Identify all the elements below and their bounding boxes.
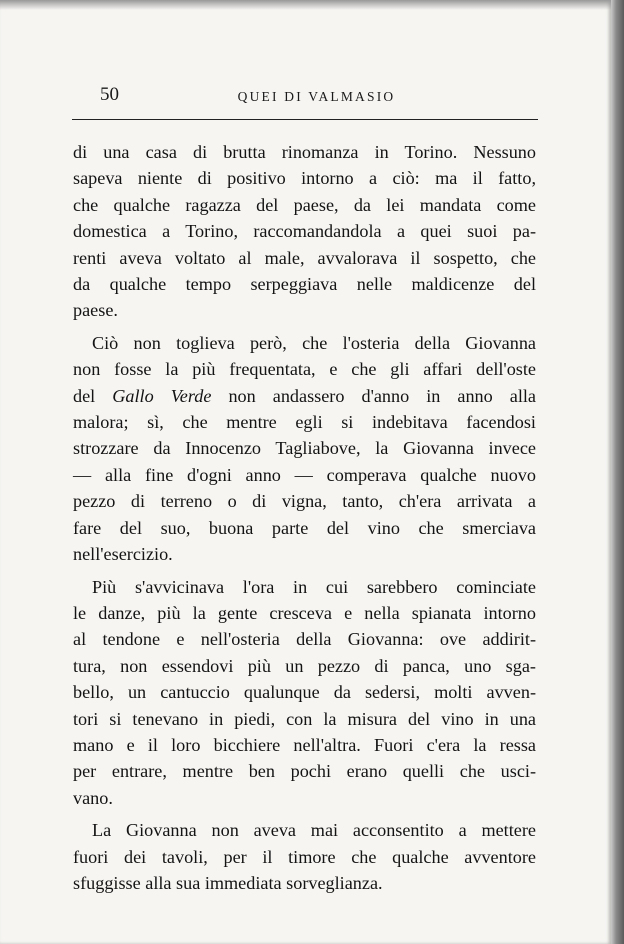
line-suffix: non andassero d'anno in anno alla	[211, 385, 536, 406]
text-line: tori si tenevano in piedi, con la misura del vino in una	[73, 708, 536, 729]
page-header	[75, 84, 538, 114]
text-line: malora; sì, che mentre egli si indebitava facendosi	[73, 412, 536, 433]
text-line: fuori dei tavoli, per il timore che qualche avventore	[73, 846, 536, 867]
text-line: renti aveva voltato al male, avvalorava il sospetto, che	[73, 247, 536, 268]
text-line: Ciò non toglieva però, che l'osteria della Giovanna	[92, 332, 536, 353]
text-line: Più s'avvicinava l'ora in cui sarebbero cominciate	[92, 576, 536, 597]
text-line: pezzo di terreno o di vigna, tanto, ch'era arrivata a	[73, 491, 536, 512]
scan-top-shadow	[0, 0, 611, 10]
text-line: paese.	[73, 300, 118, 321]
text-line: di una casa di brutta rinomanza in Torino. Nessuno	[73, 142, 536, 162]
text-line: al tendone e nell'osteria della Giovanna: ove addirit-	[73, 629, 536, 650]
paragraph-4	[73, 817, 536, 896]
running-title: QUEI DI VALMASIO	[237, 89, 396, 104]
body-text	[73, 139, 536, 896]
text-line: che qualche ragazza del paese, da lei mandata come	[73, 194, 536, 215]
text-line: mano e il loro bicchiere nell'altra. Fuori c'era la ressa	[73, 734, 536, 755]
text-line: nell'esercizio.	[73, 544, 173, 565]
text-line: bello, un cantuccio qualunque da sedersi, molti avven-	[73, 682, 536, 703]
line-prefix: del	[73, 385, 113, 406]
text-line: vano.	[73, 787, 113, 808]
text-line: — alla fine d'ogni anno — comperava qualche nuovo	[73, 464, 536, 485]
text-line: per entrare, mentre ben pochi erano quelli che usci-	[73, 761, 536, 782]
paragraph-3	[73, 574, 536, 812]
text-line: tura, non essendovi più un pezzo di panca, uno sga-	[73, 655, 536, 676]
text-line: da qualche tempo serpeggiava nelle maldicenze del	[73, 274, 536, 295]
text-line: La Giovanna non aveva mai acconsentito a mettere	[92, 820, 536, 841]
text-line: sfuggisse alla sua immediata sorveglianza.	[73, 872, 383, 893]
paragraph-2	[73, 330, 536, 568]
text-line: fare del suo, buona parte del vino che smerciava	[73, 517, 536, 538]
text-line: sapeva niente di positivo intorno a ciò: ma il fatto,	[73, 168, 536, 189]
text-line: strozzare da Innocenzo Tagliabove, la Giovanna invece	[73, 438, 536, 459]
scan-right-edge	[611, 0, 624, 944]
text-line: domestica a Torino, raccomandandola a quei suoi pa-	[73, 221, 536, 242]
text-line-with-italic	[73, 383, 536, 409]
text-line: non fosse la più frequentata, e che gli affari dell'oste	[73, 359, 536, 380]
text-line: le danze, più la gente cresceva e nella spianata intorno	[73, 602, 536, 623]
header-rule	[72, 119, 538, 120]
italic-inn-name: Gallo Verde	[112, 385, 212, 406]
paragraph-1	[73, 139, 536, 324]
page-number: 50	[100, 84, 119, 105]
